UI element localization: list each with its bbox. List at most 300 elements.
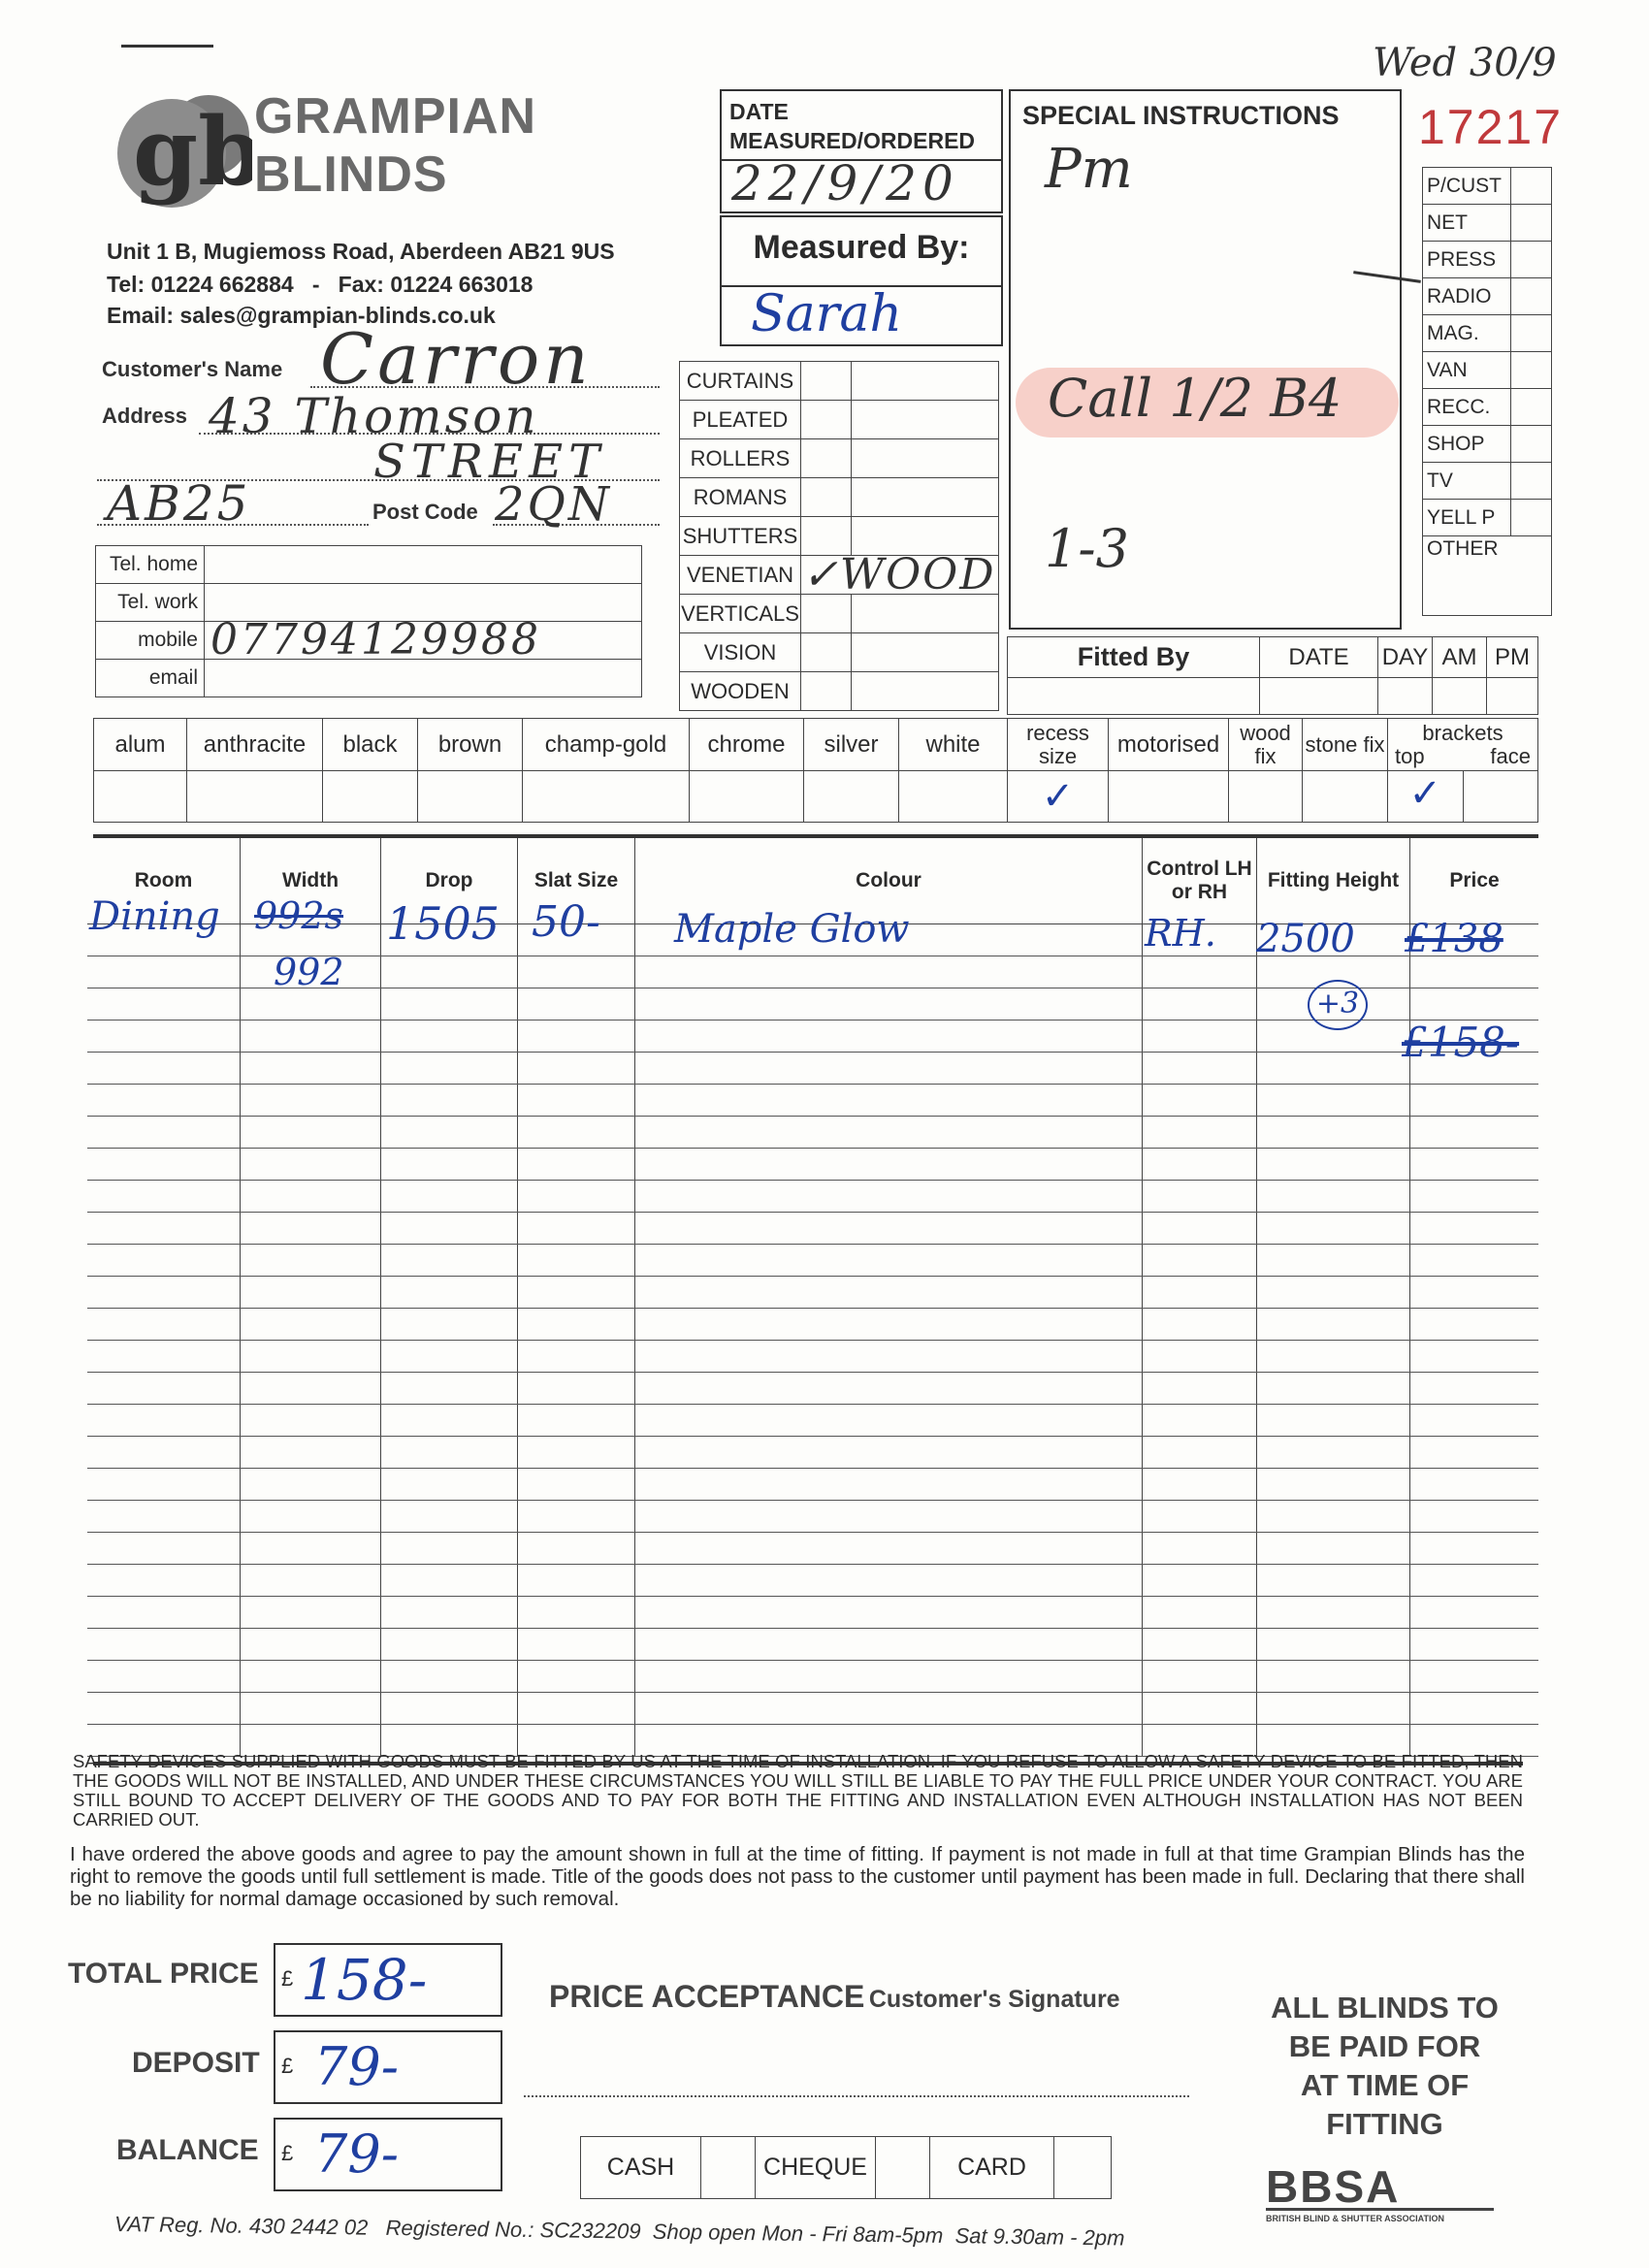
table-cell[interactable] [241,1308,381,1340]
product-check-box[interactable] [801,439,852,478]
table-cell[interactable] [1257,1308,1410,1340]
colour-options-table [93,718,1538,823]
venetian-mark[interactable]: ✓WOOD [801,556,999,595]
table-cell[interactable] [518,1148,635,1180]
table-row [87,1628,1538,1660]
table-cell[interactable] [87,1468,241,1500]
product-note-cell [852,362,999,401]
product-check-box[interactable] [801,401,852,439]
table-cell[interactable] [1257,1500,1410,1532]
source-check-box[interactable] [1511,205,1552,242]
table-cell[interactable] [381,1436,518,1468]
table-cell[interactable] [381,1564,518,1596]
table-cell[interactable] [87,1308,241,1340]
deposit-box[interactable] [274,2030,502,2104]
table-cell[interactable] [635,1404,1143,1436]
table-cell[interactable] [635,1500,1143,1532]
table-cell[interactable] [1410,1212,1539,1244]
table-cell[interactable] [635,956,1143,988]
col-colour: Colour [635,838,1143,923]
table-cell[interactable] [1143,1404,1257,1436]
table-cell[interactable] [518,1500,635,1532]
table-cell[interactable] [1410,1084,1539,1116]
email-field[interactable] [205,660,642,697]
company-email: Email: sales@grampian-blinds.co.uk [107,303,496,328]
stone-fix-check-box[interactable] [1303,771,1388,823]
table-cell[interactable] [87,1148,241,1180]
special-note-call: Call 1/2 B4 [1048,368,1342,429]
brackets-top-label: top [1395,743,1425,768]
table-cell[interactable] [241,1180,381,1212]
product-check-box[interactable] [801,362,852,401]
table-cell[interactable] [241,1692,381,1724]
table-cell[interactable] [1143,1276,1257,1308]
table-cell[interactable] [381,1308,518,1340]
product-note-cell [852,439,999,478]
fitted-date-field[interactable] [1260,678,1378,715]
table-cell[interactable] [381,1532,518,1564]
table-cell[interactable] [87,1564,241,1596]
fitted-by-field[interactable] [1008,678,1260,715]
logo-mark: gb [133,97,252,207]
table-cell[interactable] [635,1020,1143,1052]
table-cell[interactable] [1410,1436,1539,1468]
row1-colour: Maple Glow [674,907,910,952]
colour-white: white [899,719,1008,771]
table-cell[interactable] [1410,1276,1539,1308]
source-check-box[interactable] [1511,500,1552,536]
table-cell[interactable] [1410,1500,1539,1532]
logo [112,78,252,218]
table-cell[interactable] [1410,1596,1539,1628]
table-cell[interactable] [518,1212,635,1244]
row1-fitting-note: +3 [1308,980,1368,1030]
table-cell[interactable] [518,1564,635,1596]
table-row [87,1244,1538,1276]
table-cell[interactable] [1410,1404,1539,1436]
table-cell[interactable] [381,1468,518,1500]
table-cell[interactable] [1143,1084,1257,1116]
table-cell[interactable] [241,1628,381,1660]
table-cell[interactable] [1143,1596,1257,1628]
colour-silver: silver [804,719,899,771]
table-cell[interactable] [1257,1660,1410,1692]
table-cell[interactable] [87,1532,241,1564]
table-cell[interactable] [1257,1628,1410,1660]
special-instructions-label: SPECIAL INSTRUCTIONS [1022,101,1340,130]
address-label: Address [102,404,188,428]
colour-check-box[interactable] [187,771,323,823]
table-cell[interactable] [1410,1180,1539,1212]
table-cell[interactable] [635,1276,1143,1308]
source-item: P/CUST [1423,168,1511,205]
product-type: PLEATED [680,401,801,439]
table-cell[interactable] [1257,1052,1410,1084]
table-cell[interactable] [87,1340,241,1372]
table-cell[interactable] [1410,1628,1539,1660]
colour-check-box[interactable] [418,771,523,823]
fitted-pm-label: PM [1487,637,1538,678]
product-check-box[interactable] [801,672,852,711]
table-cell[interactable] [381,1244,518,1276]
table-cell[interactable] [518,1244,635,1276]
table-cell[interactable] [1143,1244,1257,1276]
address-line-2-value: STREET [373,435,606,489]
fitted-am-field[interactable] [1433,678,1487,715]
table-cell[interactable] [241,1276,381,1308]
table-cell[interactable] [241,1148,381,1180]
table-cell[interactable] [518,1180,635,1212]
table-cell[interactable] [241,1532,381,1564]
table-cell[interactable] [1143,1116,1257,1148]
table-cell[interactable] [241,1340,381,1372]
address-line-3-value: AB25 [107,475,251,532]
colour-champ-gold: champ-gold [523,719,690,771]
table-cell[interactable] [87,1276,241,1308]
table-row [87,1436,1538,1468]
table-cell[interactable] [635,1244,1143,1276]
table-cell[interactable] [1143,1628,1257,1660]
table-cell[interactable] [1143,1340,1257,1372]
measured-by-value: Sarah [751,285,902,343]
total-currency: £ [281,1966,294,1991]
col-price: Price [1410,838,1539,923]
table-cell[interactable] [87,1212,241,1244]
table-cell[interactable] [87,1404,241,1436]
table-cell[interactable] [1410,988,1539,1020]
table-cell[interactable] [241,1084,381,1116]
table-cell[interactable] [241,1116,381,1148]
table-cell[interactable] [381,1692,518,1724]
colour-anthracite: anthracite [187,719,323,771]
table-cell[interactable] [518,1372,635,1404]
source-check-box[interactable] [1511,426,1552,463]
special-instructions-box [1009,89,1402,630]
fitted-day-field[interactable] [1378,678,1433,715]
table-cell[interactable] [1257,1532,1410,1564]
table-cell[interactable] [1143,1180,1257,1212]
table-cell[interactable] [381,1180,518,1212]
table-cell[interactable] [1257,1372,1410,1404]
table-cell[interactable] [1410,1308,1539,1340]
payment-card-check[interactable] [1054,2137,1112,2199]
table-cell[interactable] [87,1692,241,1724]
table-cell[interactable] [87,956,241,988]
table-cell[interactable] [518,1468,635,1500]
wood-fix-check-box[interactable] [1229,771,1303,823]
table-cell[interactable] [1143,1020,1257,1052]
table-cell[interactable] [87,1436,241,1468]
row1-slat: 50- [532,897,600,947]
table-cell[interactable] [241,1596,381,1628]
colour-check-box[interactable] [899,771,1008,823]
brackets-top-tick[interactable]: ✓ [1388,771,1464,822]
table-cell[interactable] [241,1372,381,1404]
table-cell[interactable] [1143,1500,1257,1532]
colour-check-box[interactable] [323,771,418,823]
colour-chrome: chrome [690,719,804,771]
product-check-box[interactable] [801,633,852,672]
table-cell[interactable] [1410,1340,1539,1372]
table-cell[interactable] [1143,1468,1257,1500]
table-cell[interactable] [1257,1244,1410,1276]
phone-mobile-field[interactable]: 07794129988 [205,622,642,660]
table-cell[interactable] [635,1372,1143,1404]
row1-fitting: 2500 [1256,917,1355,961]
table-cell[interactable] [1257,1116,1410,1148]
payment-cash-check[interactable] [701,2137,756,2199]
table-cell[interactable] [1410,1372,1539,1404]
row1-room: Dining [89,894,220,939]
table-cell[interactable] [1143,1372,1257,1404]
table-cell[interactable] [381,1052,518,1084]
table-cell[interactable] [635,1596,1143,1628]
source-check-box[interactable] [1511,389,1552,426]
colour-check-box[interactable] [804,771,899,823]
balance-label: BALANCE [116,2134,259,2166]
table-cell[interactable] [635,1660,1143,1692]
source-check-box[interactable] [1511,463,1552,500]
table-cell[interactable] [381,1500,518,1532]
table-cell[interactable] [635,988,1143,1020]
recess-size-tick[interactable]: ✓ [1008,771,1109,823]
handwritten-date-note: Wed 30/9 [1373,41,1557,85]
table-cell[interactable] [635,1340,1143,1372]
phone-home-field[interactable] [205,546,642,584]
table-cell[interactable] [518,988,635,1020]
table-cell[interactable] [1410,1116,1539,1148]
table-cell[interactable] [87,1628,241,1660]
table-cell[interactable] [518,1628,635,1660]
table-cell[interactable] [381,956,518,988]
table-cell[interactable] [241,1564,381,1596]
table-cell[interactable] [381,1660,518,1692]
table-cell[interactable] [1257,1340,1410,1372]
table-cell[interactable] [381,1628,518,1660]
table-cell[interactable] [381,1148,518,1180]
table-row [87,1564,1538,1596]
table-cell[interactable] [518,1436,635,1468]
product-type: VENETIAN [680,556,801,595]
table-cell[interactable] [87,1596,241,1628]
source-check-box[interactable] [1511,352,1552,389]
fitted-date-label: DATE [1260,637,1378,678]
product-check-box[interactable] [801,595,852,633]
table-cell[interactable] [635,1212,1143,1244]
payment-cash-label: CASH [581,2137,701,2199]
product-check-box[interactable] [801,478,852,517]
customer-name-label: Customer's Name [102,357,283,381]
table-cell[interactable] [518,1116,635,1148]
col-drop: Drop [381,838,518,923]
table-cell[interactable] [1410,1468,1539,1500]
table-cell[interactable] [1257,1180,1410,1212]
balance-box[interactable] [274,2118,502,2191]
table-cell[interactable] [1410,1564,1539,1596]
colour-alum: alum [94,719,187,771]
table-cell[interactable] [381,1596,518,1628]
total-price-box[interactable] [274,1943,502,2017]
product-note-cell [852,478,999,517]
colour-check-box[interactable] [523,771,690,823]
table-cell[interactable] [381,1212,518,1244]
company-address: Unit 1 B, Mugiemoss Road, Aberdeen AB21 9US [107,239,615,264]
payment-cheque-check[interactable] [876,2137,930,2199]
table-cell[interactable] [1410,1244,1539,1276]
table-cell[interactable] [381,1340,518,1372]
table-cell[interactable] [1143,1148,1257,1180]
table-cell[interactable] [1410,1692,1539,1724]
table-cell[interactable] [1143,1308,1257,1340]
table-cell[interactable] [518,1020,635,1052]
measured-by-label: Measured By: [753,229,970,266]
table-cell[interactable] [518,1404,635,1436]
table-cell[interactable] [1143,988,1257,1020]
table-cell[interactable] [1410,1660,1539,1692]
table-cell[interactable] [241,1660,381,1692]
fitted-pm-field[interactable] [1487,678,1538,715]
table-cell[interactable] [518,1308,635,1340]
table-cell[interactable] [241,1020,381,1052]
customer-signature-label: Customer's Signature [868,1986,1120,2013]
colour-check-box[interactable] [690,771,804,823]
table-cell[interactable] [635,1148,1143,1180]
source-check-box[interactable] [1511,242,1552,278]
table-cell[interactable] [381,1372,518,1404]
table-cell[interactable] [381,988,518,1020]
table-cell[interactable] [1257,1692,1410,1724]
table-cell[interactable] [241,1500,381,1532]
table-cell[interactable] [1257,1564,1410,1596]
col-fitting-height: Fitting Height [1257,838,1410,923]
source-item: YELL P [1423,500,1511,536]
product-type: CURTAINS [680,362,801,401]
table-cell[interactable] [518,1052,635,1084]
table-row [87,1308,1538,1340]
table-cell[interactable] [1143,1212,1257,1244]
table-cell[interactable] [381,1276,518,1308]
product-type: VISION [680,633,801,672]
table-cell[interactable] [241,1468,381,1500]
source-item: OTHER [1423,536,1552,616]
table-cell[interactable] [518,1532,635,1564]
option-brackets [1388,719,1538,771]
table-cell[interactable] [87,1660,241,1692]
table-cell[interactable] [635,1564,1143,1596]
table-cell[interactable] [635,1116,1143,1148]
table-cell[interactable] [1257,1148,1410,1180]
table-cell[interactable] [635,1532,1143,1564]
phone-label: Tel. work [96,584,205,622]
table-cell[interactable] [518,1276,635,1308]
table-cell[interactable] [241,1052,381,1084]
source-list [1422,167,1552,616]
brackets-face-check-box[interactable] [1464,771,1538,822]
table-cell[interactable] [635,1436,1143,1468]
table-cell[interactable] [87,1244,241,1276]
table-cell[interactable] [635,1084,1143,1116]
table-cell[interactable] [1257,1212,1410,1244]
phone-label: mobile [96,622,205,660]
product-note-cell [852,595,999,633]
table-cell[interactable] [87,988,241,1020]
table-cell[interactable] [518,1340,635,1372]
source-check-box[interactable] [1511,278,1552,315]
notice-line: ALL BLINDS TO [1271,1991,1499,2025]
table-row [87,1532,1538,1564]
table-cell[interactable] [87,1372,241,1404]
table-cell[interactable] [87,1020,241,1052]
company-tel-fax: Tel: 01224 662884 - Fax: 01224 663018 [107,272,534,297]
table-cell[interactable] [241,1212,381,1244]
table-cell[interactable] [1410,1148,1539,1180]
table-cell[interactable] [1257,1436,1410,1468]
table-cell[interactable] [241,1404,381,1436]
table-cell[interactable] [1143,1564,1257,1596]
table-cell[interactable] [381,1404,518,1436]
table-cell[interactable] [518,1596,635,1628]
table-cell[interactable] [381,1084,518,1116]
source-check-box[interactable] [1511,315,1552,352]
table-cell[interactable] [87,1500,241,1532]
source-check-box[interactable] [1511,168,1552,205]
table-cell[interactable] [1143,1660,1257,1692]
table-cell[interactable] [1257,1276,1410,1308]
source-item: VAN [1423,352,1511,389]
table-cell[interactable] [1143,956,1257,988]
table-cell[interactable] [1410,1532,1539,1564]
table-cell[interactable] [241,1436,381,1468]
table-cell[interactable] [1143,1052,1257,1084]
table-cell[interactable] [1257,1084,1410,1116]
table-cell[interactable] [635,1628,1143,1660]
table-cell[interactable] [518,956,635,988]
motorised-check-box[interactable] [1109,771,1229,823]
table-cell[interactable] [635,1052,1143,1084]
signature-line[interactable] [524,2095,1189,2097]
table-cell[interactable] [518,1660,635,1692]
table-cell[interactable] [635,1180,1143,1212]
table-cell[interactable] [87,1116,241,1148]
logo-emblem-icon [112,78,252,218]
table-cell[interactable] [1143,1532,1257,1564]
table-cell[interactable] [1257,1596,1410,1628]
source-item: NET [1423,205,1511,242]
table-cell[interactable] [87,1180,241,1212]
table-cell[interactable] [635,1308,1143,1340]
colour-check-box[interactable] [94,771,187,823]
table-cell[interactable] [87,1084,241,1116]
table-cell[interactable] [241,1244,381,1276]
table-cell[interactable] [1257,1468,1410,1500]
table-row [87,1660,1538,1692]
table-cell[interactable] [381,1020,518,1052]
table-cell[interactable] [381,1116,518,1148]
table-cell[interactable] [1143,1436,1257,1468]
table-row [87,1116,1538,1148]
phone-label: email [96,660,205,697]
table-cell[interactable] [1143,1692,1257,1724]
table-cell[interactable] [87,1052,241,1084]
table-cell[interactable] [635,1692,1143,1724]
col-control: Control LH or RH [1143,838,1257,923]
table-cell[interactable] [518,1692,635,1724]
table-cell[interactable] [1257,1404,1410,1436]
measured-by-box [720,215,1003,346]
table-cell[interactable] [518,1084,635,1116]
table-cell[interactable] [635,1468,1143,1500]
source-item: PRESS [1423,242,1511,278]
